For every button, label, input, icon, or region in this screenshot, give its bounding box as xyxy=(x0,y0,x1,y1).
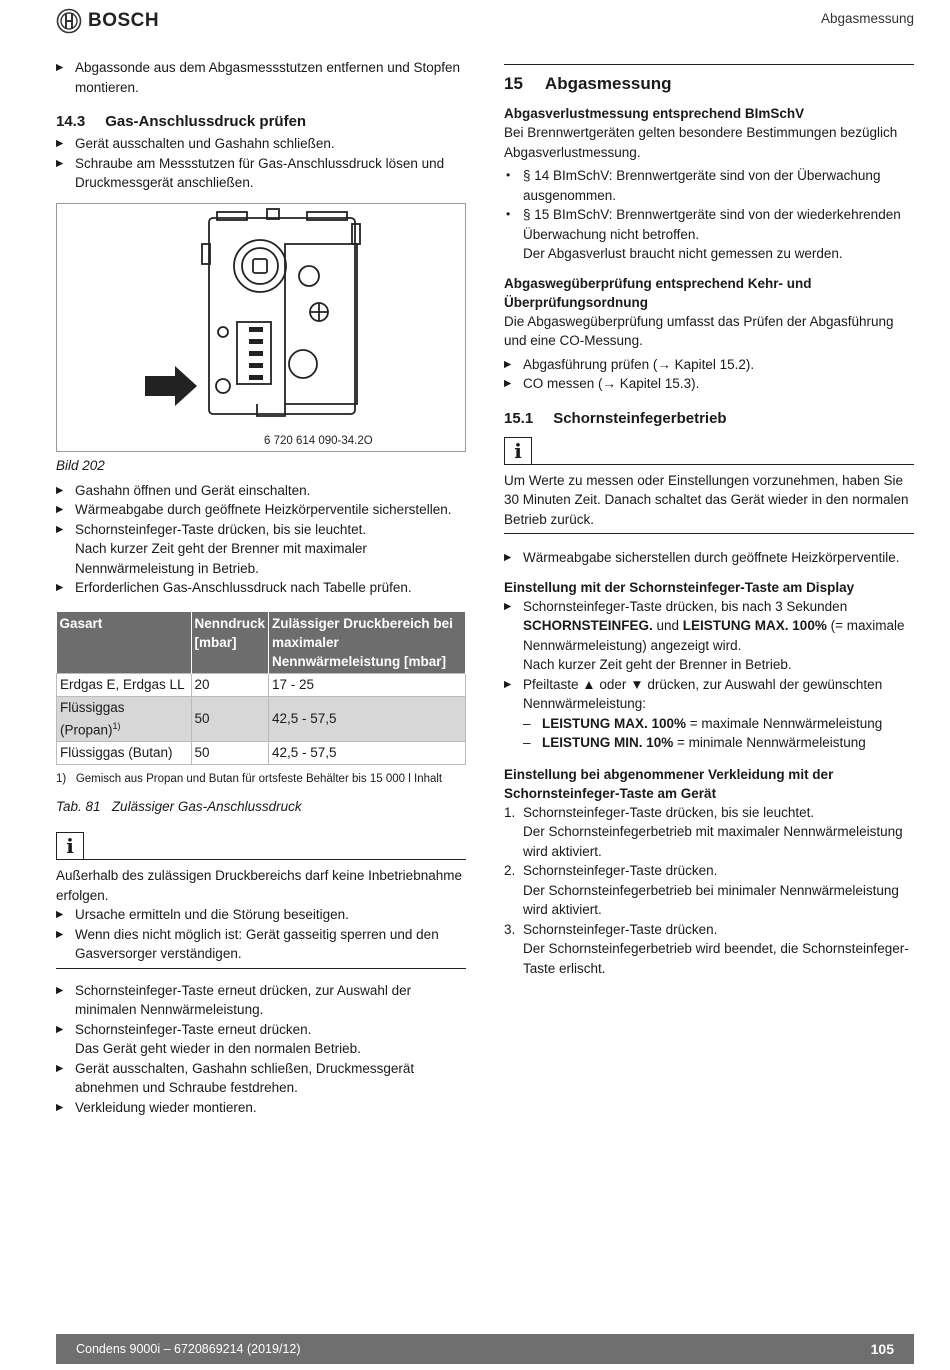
list-item: ▶ Schornsteinfeger-Taste erneut drücken. Das Gerät geht wieder in den normalen Betrieb. xyxy=(56,1020,466,1059)
info-text: Um Werte zu messen oder Einstellungen vorzunehmen, haben Sie 30 Minuten Zeit. Danach schaltet das Gerät wieder in den normalen Betrieb zurück. xyxy=(504,472,909,527)
subheading-abgasweg: Abgaswegüberprüfung entsprechend Kehr- und Überprüfungsordnung xyxy=(504,275,812,310)
page-footer xyxy=(56,1334,914,1364)
pressure-table xyxy=(56,612,466,766)
dash-item: – LEISTUNG MAX. 100% = maximale Nennwärmeleistung xyxy=(523,715,883,731)
list-item: ▶ Verkleidung wieder montieren. xyxy=(56,1098,466,1118)
info-bullets xyxy=(56,905,466,964)
table-caption: Tab. 81 Zulässiger Gas-Anschlussdruck xyxy=(56,799,302,814)
subheading-geraet: Einstellung bei abgenommener Verkleidung mit der Schornsteinfeger-Taste am Gerät xyxy=(504,766,834,801)
footer-document-id: Condens 9000i – 6720869214 (2019/12) xyxy=(76,1342,301,1356)
table-footnote: 1) Gemisch aus Propan und Butan für ortsfeste Behälter bis 15 000 l Inhalt xyxy=(56,773,443,785)
info-box xyxy=(56,832,466,969)
info-text: Außerhalb des zulässigen Druckbereichs darf keine Inbetriebnahme erfolgen. xyxy=(56,868,462,903)
paragraph: Bei Brennwertgeräten gelten besondere Bestimmungen bezüglich Abgasverlustmessung. xyxy=(504,125,898,160)
arrow-up-icon: ▲ xyxy=(582,676,596,692)
list-item: ▶ Erforderlichen Gas-Anschlussdruck nach Tabelle prüfen. xyxy=(56,578,466,598)
table-row: Flüssiggas (Butan) 50 42,5 - 57,5 xyxy=(57,742,466,765)
list-item: ▶ Schornsteinfeger-Taste erneut drücken, zur Auswahl der minimalen Nennwärmeleistung. xyxy=(56,981,466,1020)
right-column xyxy=(504,64,914,978)
list-item: 2. Schornsteinfeger-Taste drücken. Der Schornsteinfegerbetrieb bei minimaler Nennwärmeleistung wird aktiviert. xyxy=(504,863,899,917)
dash-item: – LEISTUNG MIN. 10% = minimale Nennwärmeleistung xyxy=(523,735,866,750)
subheading-display: Einstellung mit der Schornsteinfeger-Taste am Display xyxy=(504,579,855,595)
list-item: ▶ Abgassonde aus dem Abgasmessstutzen entfernen und Stopfen montieren. xyxy=(56,58,466,97)
intro-bullets xyxy=(56,58,466,97)
figure-caption: Bild 202 xyxy=(56,457,105,473)
figure-gas-valve xyxy=(56,203,466,452)
numbered-steps xyxy=(504,803,914,979)
list-item: ▶ Abgasführung prüfen (→ Kapitel 15.2). xyxy=(504,355,914,375)
list-item: ▶ Schornsteinfeger-Taste drücken, bis nach 3 Sekunden SCHORNSTEINFEG. und LEISTUNG MAX. 100% (= maximale Nennwärmeleistung) angezeigt wird. Nach kurzer Zeit geht der Brenner in Betrieb. xyxy=(504,597,914,675)
info-box-2 xyxy=(504,437,914,535)
bullets-e xyxy=(504,548,914,568)
figure-code: 6 720 614 090-34.2O xyxy=(264,434,373,447)
gas-valve-illustration xyxy=(57,204,465,449)
bosch-logo-icon xyxy=(56,8,82,34)
list-item: • § 14 BImSchV: Brennwertgeräte sind von der Überwachung ausgenommen. xyxy=(504,166,914,205)
subheading-abgasverlust: Abgasverlustmessung entsprechend BImSchV xyxy=(504,106,805,121)
col-header: Nenndruck [mbar] xyxy=(191,612,269,674)
table-row: Erdgas E, Erdgas LL 20 17 - 25 xyxy=(57,673,466,696)
section-title: Abgasmessung xyxy=(820,11,914,26)
table-row: Flüssiggas (Propan)$^{1)}$ 50 42,5 - 57,5 xyxy=(57,696,466,742)
info-icon: i xyxy=(504,437,532,465)
list-item: ▶ Wärmeabgabe sicherstellen durch geöffnete Heizkörperventile. xyxy=(504,548,914,568)
list-item: ▶ Pfeiltaste ▲ oder ▼ drücken, zur Auswahl der gewünschten Nennwärmeleistung: – LEISTUNG MAX. 100% = maximale Nennwärmeleistung – LEISTUNG MIN. 10% = minimale Nennwärmeleistung xyxy=(504,675,914,753)
list-item: 1. Schornsteinfeger-Taste drücken, bis sie leuchtet. Der Schornsteinfegerbetrieb mit maximaler Nennwärmeleistung wird aktiviert. xyxy=(504,804,903,859)
bullets-c xyxy=(56,981,466,1118)
paragraph: Die Abgaswegüberprüfung umfasst das Prüfen der Abgasführung und eine CO-Messung. xyxy=(504,313,894,348)
list-item: ▶ Ursache ermitteln und die Störung beseitigen. xyxy=(56,905,466,925)
arrow-down-icon: ▼ xyxy=(630,676,644,692)
list-item: 3. Schornsteinfeger-Taste drücken. Der Schornsteinfegerbetrieb wird beendet, die Schornsteinfeger-Taste erlischt. xyxy=(504,921,909,976)
section-heading-14-3: 14.3 Gas-Anschlussdruck prüfen xyxy=(56,113,307,130)
info-icon: i xyxy=(56,832,84,860)
list-item: ▶ Wärmeabgabe durch geöffnete Heizkörperventile sicherstellen. xyxy=(56,500,466,520)
display-steps xyxy=(504,597,914,753)
page-number: 105 xyxy=(870,1341,894,1357)
left-column xyxy=(56,58,466,1117)
list-item: ▶ Gerät ausschalten und Gashahn schließen. xyxy=(56,134,466,154)
list-item: ▶ Wenn dies nicht möglich ist: Gerät gasseitig sperren und den Gasversorger verständigen. xyxy=(56,925,466,964)
header-logo xyxy=(56,8,159,34)
section-heading-15-1: 15.1 Schornsteinfegerbetrieb xyxy=(504,409,727,427)
list-item: ▶ Schraube am Messstutzen für Gas-Anschlussdruck lösen und Druckmessgerät anschließen. xyxy=(56,154,466,193)
brand-name: BOSCH xyxy=(88,10,160,31)
list-item: ▶ Gerät ausschalten, Gashahn schließen, Druckmessgerät abnehmen und Schraube festdrehen. xyxy=(56,1059,466,1098)
dash-list xyxy=(523,714,914,753)
list-item: • § 15 BImSchV: Brennwertgeräte sind von der wiederkehrenden Überwachung nicht betroffen. Der Abgasverlust braucht nicht gemessen zu werden. xyxy=(504,205,914,264)
bullets-d xyxy=(504,355,914,394)
list-item: ▶ Schornsteinfeger-Taste drücken, bis sie leuchtet. Nach kurzer Zeit geht der Brenner mit maximaler Nennwärmeleistung in Betrieb. xyxy=(56,520,466,579)
col-header: Zulässiger Druckbereich bei maximaler Nennwärmeleistung [mbar] xyxy=(269,612,466,674)
table-header-row xyxy=(57,612,466,674)
col-header: Gasart xyxy=(57,612,192,674)
bullets-a xyxy=(56,134,466,193)
dot-list xyxy=(504,166,914,264)
list-item: ▶ Gashahn öffnen und Gerät einschalten. xyxy=(56,481,466,501)
chapter-heading-15: 15 Abgasmessung xyxy=(504,64,914,94)
list-item: ▶ CO messen (→ Kapitel 15.3). xyxy=(504,374,914,394)
bullets-b xyxy=(56,481,466,598)
